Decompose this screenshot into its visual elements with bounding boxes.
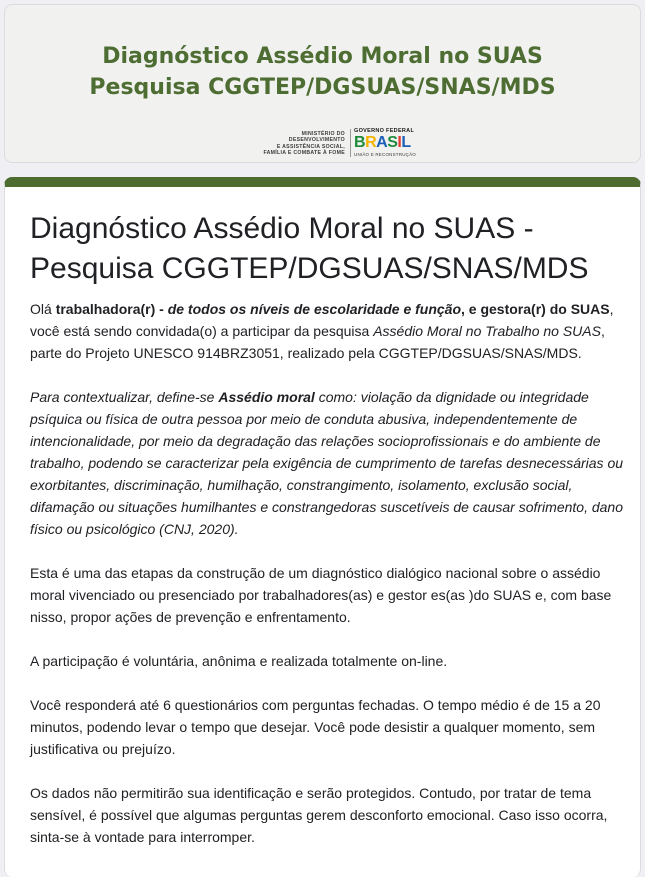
text-span: trabalhadora(r) - [55,301,168,317]
brasil-letter: S [387,134,398,151]
text-span: Olá [30,301,56,317]
text-span: como: violação da dignidade ou integridade psíquica ou física de outra pessoa por meio de conduta abusiva, independentemente de intencionalidade, por meio da degradação das relações socioprofissionais e do ambiente de trabalho, podendo se caracterizar pela exigência de cumprimento de tarefas desnecessárias ou exorbitantes, discriminação, humilhação, constrangimento, isolamento, exclusão social, difamação ou situações humilhantes e constrangedoras suscetíveis de causar sofrimento, dano físico ou psicológico (CNJ, 2020). [30,389,624,537]
brasil-letter: I [397,134,402,151]
banner-title [5,41,640,103]
ministry-logo [253,131,345,156]
text-span: Assédio Moral no Trabalho no SUAS [373,323,601,339]
context-paragraph: Esta é uma das etapas da construção de um diagnóstico dialógico nacional sobre o assédio moral vivenciado ou presenciado por trabalhadores(as) e gestor es(as )do SUAS e, com base nisso, propor ações de prevenção e enfrentamento. [30,565,612,625]
banner-title-line1: Diagnóstico Assédio Moral no SUAS [102,44,543,69]
ministry-logos [253,127,433,161]
brasil-letter: L [401,134,411,151]
text-span: Para contextualizar, define-se [30,389,219,405]
text-span: , parte do Projeto UNESCO 914BRZ3051, realizado pela CGGTEP/DGSUAS/SNAS/MDS. [30,323,605,361]
brasil-letter: A [376,134,388,151]
definition-paragraph [30,386,630,540]
text-span: de todos os níveis de escolaridade e função [167,301,462,317]
duration-paragraph: Você responderá até 6 questionários com perguntas fechadas. O tempo médio é de 15 a 20 minutos, podendo levar o tempo que desejar. Você pode desistir a qualquer momento, sem justificativa ou prejuízo. [30,697,601,757]
brasil-letter: R [365,134,377,151]
participation-paragraph: A participação é voluntária, anônima e realizada totalmente on-line. [30,653,448,669]
gov-bottom-text: UNIÃO E RECONSTRUÇÃO [354,152,417,157]
privacy-paragraph: Os dados não permitirão sua identificação e serão protegidos. Contudo, por tratar de tema sensível, é possível que algumas perguntas gerem desconforto emocional. Caso isso ocorra, sinta-se à vontade para interromper. [30,785,608,845]
text-span: , e gestora(r) do SUAS [461,301,610,317]
ministry-line1: MINISTÉRIO DO [301,131,345,137]
ministry-line2: DESENVOLVIMENTO [288,137,345,144]
intro-paragraph [30,298,630,364]
gov-brasil-wordmark [354,134,411,152]
gov-federal-logo [354,127,422,161]
ministry-line3: E ASSISTÊNCIA SOCIAL, [276,143,345,150]
brasil-letter: B [354,134,366,151]
form-card [4,177,641,877]
ministry-line4: FAMÍLIA E COMBATE À FOME [263,149,345,156]
text-span: Assédio moral [218,389,315,405]
header-banner [4,4,641,163]
form-description [30,298,630,870]
form-title: Diagnóstico Assédio Moral no SUAS - Pesquisa CGGTEP/DGSUAS/SNAS/MDS [30,212,589,285]
text-span: , você está sendo convidada(o) a participar da pesquisa [30,301,614,339]
logo-divider [350,129,351,157]
gov-top-text: GOVERNO FEDERAL [354,128,415,134]
banner-title-line2: Pesquisa CGGTEP/DGSUAS/SNAS/MDS [89,75,556,100]
